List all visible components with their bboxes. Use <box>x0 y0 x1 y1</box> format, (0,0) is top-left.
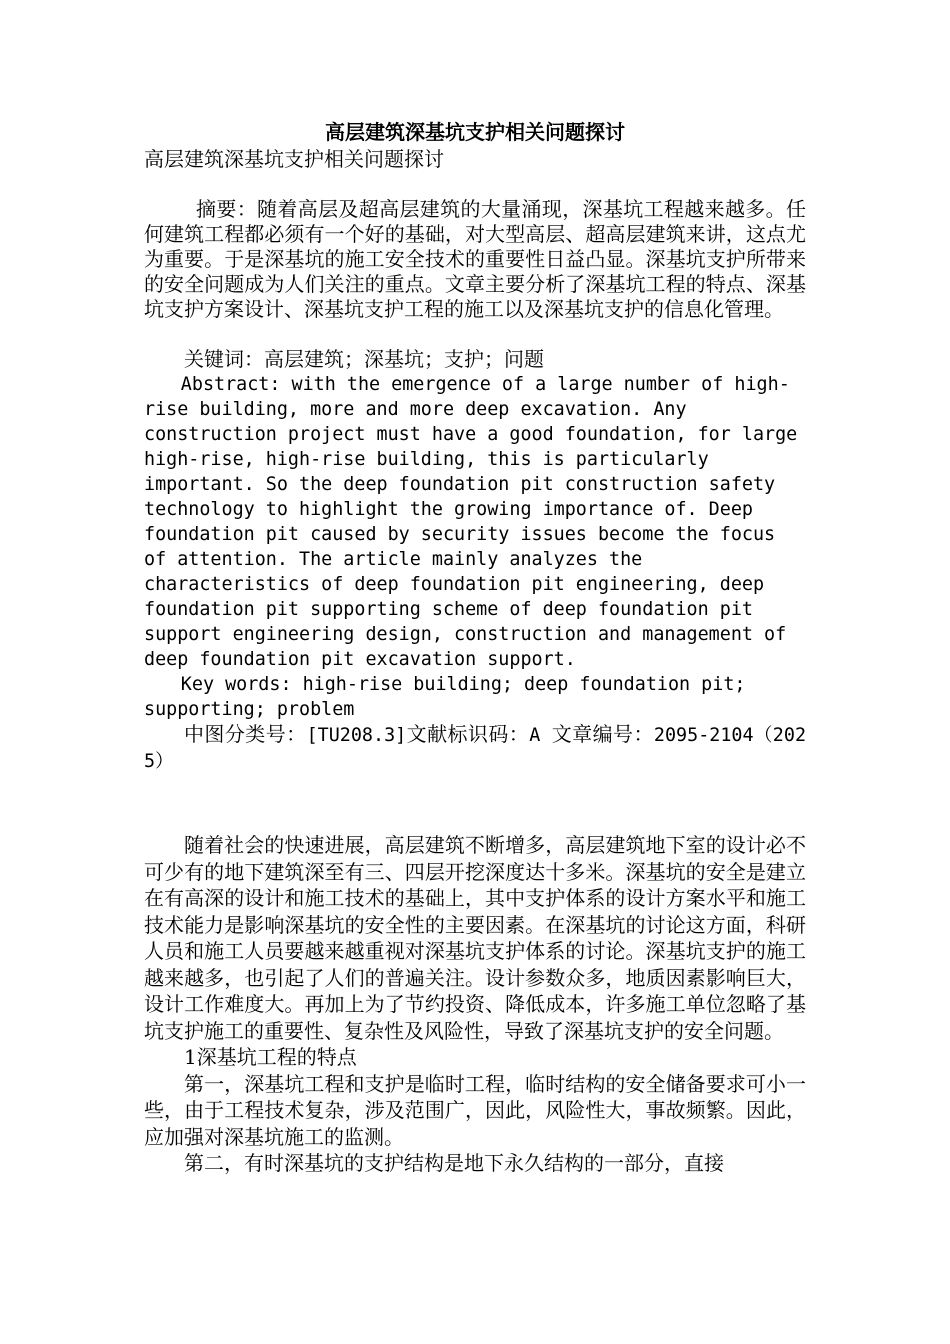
spacer <box>144 774 806 832</box>
spacer <box>144 322 806 347</box>
classification-line <box>144 722 806 774</box>
article-no: 2095-2104（2025） <box>144 725 807 772</box>
abstract-chinese: 摘要：随着高层及超高层建筑的大量涌现，深基坑工程越来越多。任何建筑工程都必须有一个好的基础，对大型高层、超高层建筑来讲，这点尤为重要。于是深基坑的施工安全技术的重要性日益凸显。深基坑支护所带来的安全问题成为人们关注的重点。文章主要分析了深基坑工程的特点、深基坑支护方案设计、深基坑支护工程的施工以及深基坑支护的信息化管理。 <box>144 197 806 321</box>
document-title: 高层建筑深基坑支护相关问题探讨 <box>325 120 625 144</box>
doc-code: A <box>529 725 541 746</box>
body-paragraph: 第二，有时深基坑的支护结构是地下永久结构的一部分，直接 <box>184 1151 724 1175</box>
article-no-label: 文章编号： <box>551 722 654 746</box>
body-paragraph: 随着社会的快速进展，高层建筑不断增多，高层建筑地下室的设计必不可少有的地下建筑深至有三、四层开挖深度达十多米。深基坑的安全是建立在有高深的设计和施工技术的基础上，其中支护体系的设计方案水平和施工技术能力是影响深基坑的安全性的主要因素。在深基坑的讨论这方面，科研人员和施工人员要越来越重视对深基坑支护体系的讨论。深基坑支护的施工越来越多，也引起了人们的普遍关注。设计参数众多，地质因素影响巨大，设计工作难度大。再加上为了节约投资、降低成本，许多施工单位忽略了基坑支护施工的重要性、复杂性及风险性，导致了深基坑支护的安全问题。 <box>144 833 806 1043</box>
doc-code-label: 文献标识码： <box>406 722 530 746</box>
body-paragraph: 第一，深基坑工程和支护是临时工程，临时结构的安全储备要求可小一些，由于工程技术复杂，涉及范围广，因此，风险性大，事故频繁。因此，应加强对深基坑施工的监测。 <box>144 1071 806 1149</box>
section-heading: 1深基坑工程的特点 <box>184 1045 357 1069</box>
clc-label: 中图分类号： <box>184 722 307 746</box>
document-page <box>144 118 806 1177</box>
keywords-chinese: 关键词：高层建筑；深基坑；支护；问题 <box>184 347 544 371</box>
document-subtitle: 高层建筑深基坑支护相关问题探讨 <box>144 147 444 171</box>
clc-code: [TU208.3] <box>306 725 407 746</box>
body-text <box>144 832 806 1177</box>
abstract-english: Abstract: with the emergence of a large number of high-rise building, more and more deep excavation. Any construction project must have a good foundation, for large high-rise, high-rise building, this is particularly important. So the deep foundation pit construction safety technology to highlight the growing importance of. Deep foundation pit caused by security issues become the focus of attention. The article mainly analyzes the characteristics of deep foundation pit engineering, deep foundation pit supporting scheme of deep foundation pit support engineering design, construction and management of deep foundation pit excavation support. <box>144 374 798 670</box>
keywords-english: Key words: high-rise building; deep foundation pit; supporting; problem <box>144 674 746 720</box>
